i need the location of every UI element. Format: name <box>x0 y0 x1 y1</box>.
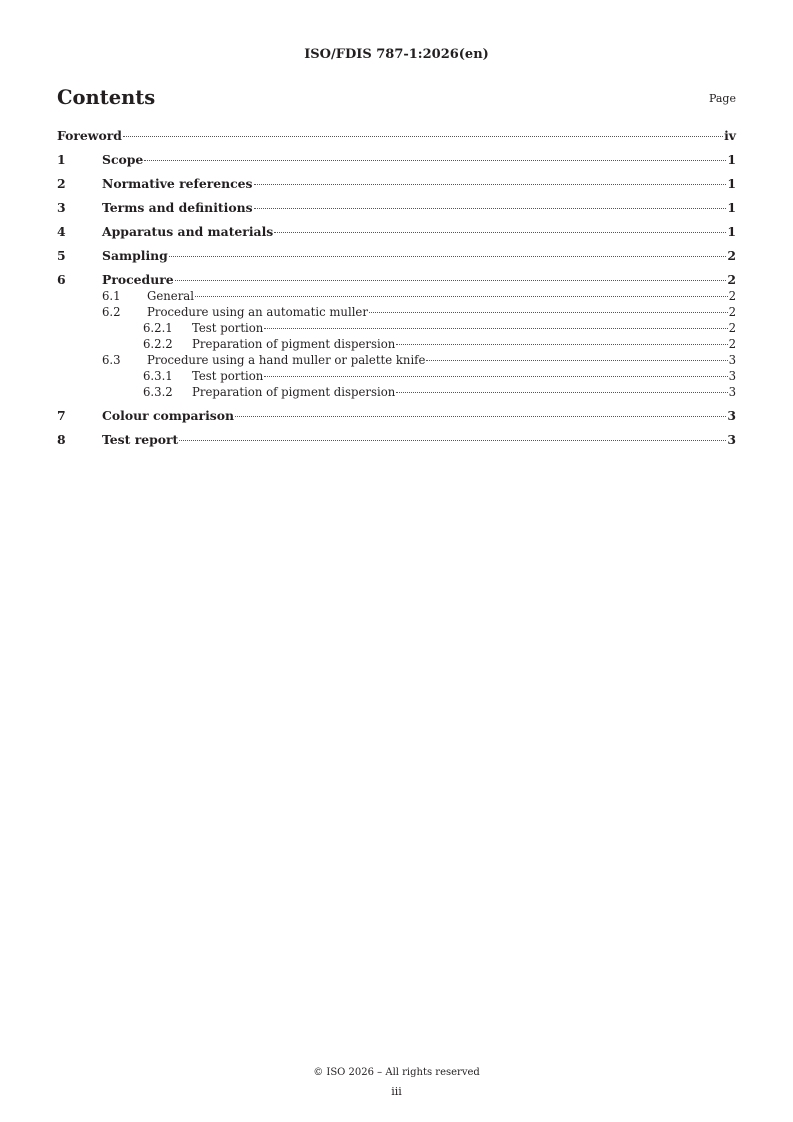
toc-entry-test-portion[interactable] <box>57 369 736 385</box>
toc-entry-test-report[interactable] <box>57 432 736 449</box>
toc-leader <box>396 392 727 393</box>
toc-entry-number: 6.2.2 <box>143 337 173 351</box>
toc-entry-number: 6.1 <box>102 289 121 303</box>
toc-entry-number: 6 <box>57 272 66 287</box>
toc-entry-title: Sampling <box>102 248 168 263</box>
toc-entry-page: 1 <box>727 176 736 191</box>
toc-entry-number: 3 <box>57 200 66 215</box>
toc-entry-title: Procedure using a hand muller or palette knife <box>147 353 426 367</box>
toc-entry-apparatus-and-materials[interactable] <box>57 224 736 241</box>
toc-leader <box>426 360 727 361</box>
toc-entry-number: 5 <box>57 248 66 263</box>
toc-entry-page: 3 <box>728 369 736 383</box>
toc-entry-number: 6.2 <box>102 305 121 319</box>
toc-entry-title: Procedure <box>102 272 174 287</box>
contents-title: Contents <box>57 86 156 109</box>
toc-entry-page: iv <box>724 128 736 143</box>
toc-leader <box>169 256 727 257</box>
toc-entry-page: 1 <box>727 200 736 215</box>
toc-entry-title: Apparatus and materials <box>102 224 274 239</box>
toc-leader <box>369 312 728 313</box>
toc-leader <box>195 296 728 297</box>
toc-entry-title: Preparation of pigment dispersion <box>192 385 396 399</box>
toc-entry-page: 3 <box>727 432 736 447</box>
toc-entry-page: 1 <box>727 152 736 167</box>
footer-page-number: iii <box>391 1085 402 1098</box>
toc-entry-number: 8 <box>57 432 66 447</box>
toc-entry-test-portion[interactable] <box>57 321 736 337</box>
toc-entry-page: 2 <box>728 337 736 351</box>
toc-entry-sampling[interactable] <box>57 248 736 265</box>
toc-entry-page: 3 <box>728 385 736 399</box>
toc-leader <box>175 280 727 281</box>
toc-entry-foreword[interactable] <box>57 128 736 145</box>
toc-entry-procedure-hand-muller[interactable] <box>57 353 736 369</box>
toc-entry-title: General <box>147 289 194 303</box>
toc-leader <box>396 344 727 345</box>
toc-entry-number: 6.3 <box>102 353 121 367</box>
toc-entry-number: 1 <box>57 152 66 167</box>
toc-entry-colour-comparison[interactable] <box>57 408 736 425</box>
toc-entry-title: Foreword <box>57 128 122 143</box>
toc-entry-number: 4 <box>57 224 66 239</box>
toc-entry-page: 2 <box>728 289 736 303</box>
toc-entry-terms-and-definitions[interactable] <box>57 200 736 217</box>
toc-leader <box>254 208 727 209</box>
toc-entry-number: 6.2.1 <box>143 321 173 335</box>
toc-entry-page: 3 <box>728 353 736 367</box>
toc-entry-preparation-of-pigment-dispersion[interactable] <box>57 385 736 401</box>
toc-entry-number: 6.3.1 <box>143 369 173 383</box>
toc-entry-page: 2 <box>727 248 736 263</box>
toc-entry-title: Test portion <box>192 321 264 335</box>
toc-entry-number: 7 <box>57 408 66 423</box>
toc-leader <box>264 376 727 377</box>
toc-leader <box>179 440 726 441</box>
toc-entry-page: 2 <box>728 321 736 335</box>
toc-entry-procedure-automatic-muller[interactable] <box>57 305 736 321</box>
toc-entry-procedure[interactable] <box>57 272 736 289</box>
toc-leader <box>123 136 723 137</box>
table-of-contents <box>57 128 736 449</box>
toc-entry-normative-references[interactable] <box>57 176 736 193</box>
toc-entry-page: 2 <box>727 272 736 287</box>
toc-entry-scope[interactable] <box>57 152 736 169</box>
toc-leader <box>144 160 726 161</box>
toc-entry-title: Test portion <box>192 369 264 383</box>
toc-entry-page: 2 <box>728 305 736 319</box>
toc-entry-title: Normative references <box>102 176 253 191</box>
toc-leader <box>235 416 726 417</box>
toc-entry-number: 2 <box>57 176 66 191</box>
toc-entry-general[interactable] <box>57 289 736 305</box>
toc-entry-title: Test report <box>102 432 179 447</box>
toc-entry-title: Preparation of pigment dispersion <box>192 337 396 351</box>
toc-leader <box>274 232 726 233</box>
toc-entry-title: Terms and definitions <box>102 200 253 215</box>
toc-entry-page: 1 <box>727 224 736 239</box>
document-header: ISO/FDIS 787-1:2026(en) <box>304 47 489 62</box>
toc-entry-title: Scope <box>102 152 144 167</box>
toc-leader <box>264 328 727 329</box>
page-column-label: Page <box>708 92 736 105</box>
toc-entry-page: 3 <box>727 408 736 423</box>
toc-entry-title: Colour comparison <box>102 408 235 423</box>
toc-entry-title: Procedure using an automatic muller <box>147 305 368 319</box>
footer-copyright: © ISO 2026 – All rights reserved <box>313 1067 480 1078</box>
toc-entry-number: 6.3.2 <box>143 385 173 399</box>
toc-entry-preparation-of-pigment-dispersion[interactable] <box>57 337 736 353</box>
toc-leader <box>254 184 727 185</box>
